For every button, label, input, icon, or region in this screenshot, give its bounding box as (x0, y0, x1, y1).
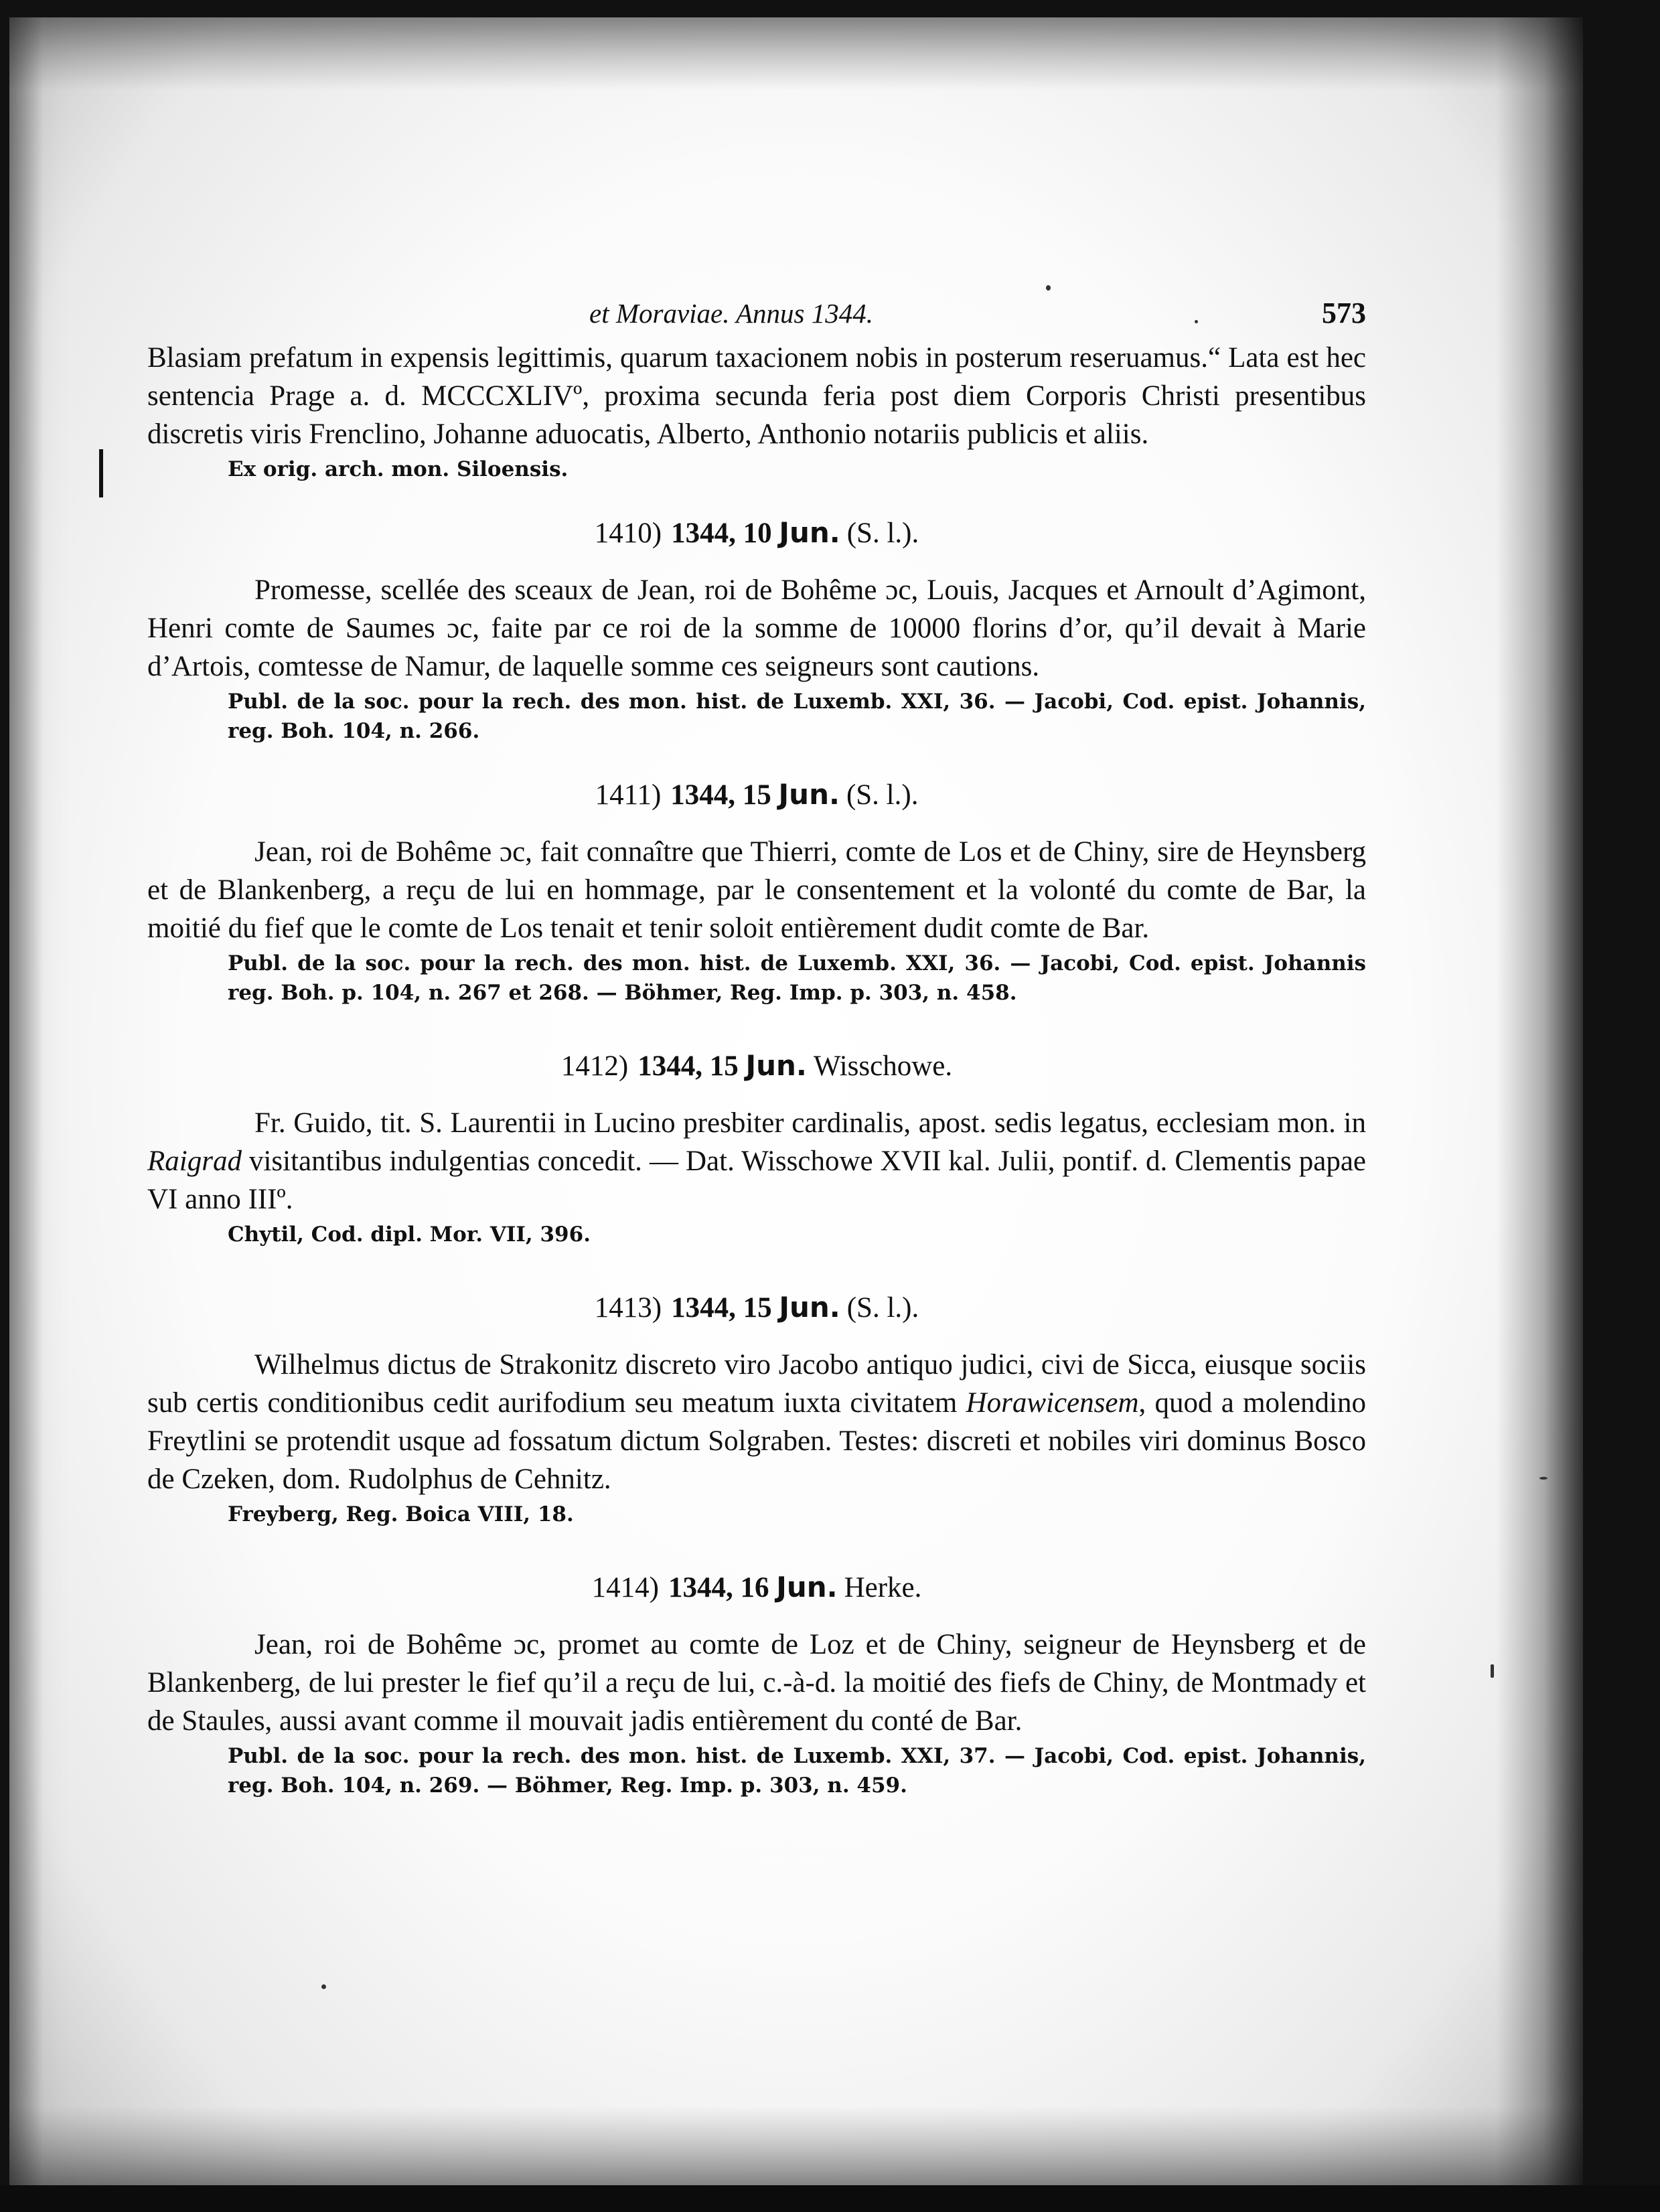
intro-paragraph: Blasiam prefatum in expensis legittimis, quarum taxacionem nobis in posterum reseruamus.“ Lata est hec sentencia Prage a. d. MCCCXLIVº, proxima secunda feria post diem Corporis Christi presentibus discretis viris Frenclino, Johanne aduocatis, Alberto, Anthonio notariis publicis et aliis. (147, 342, 1366, 450)
entry-text: Jean, roi de Bohême ɔc, promet au comte de Loz et de Chiny, seigneur de Heynsberg et de Blankenberg, de lui prester le fief qu’il a reçu de lui, c.-à-d. la moitié des fiefs de Chiny, de Montmady et de Staules, aussi avant comme il mouvait jadis entièrement du conté de Bar. (147, 1629, 1366, 1737)
entry-heading (147, 514, 1366, 552)
entry-source: Freyberg, Reg. Boica VIII, 18. (228, 1502, 574, 1526)
entry-date: 1344, 15 (637, 1050, 739, 1082)
entry-heading (147, 775, 1366, 814)
intro-source: Ex orig. arch. mon. Siloensis. (228, 457, 569, 481)
entry-source: Publ. de la soc. pour la rech. des mon. hist. de Luxemb. XXI, 36. — Jacobi, Cod. epist. Johannis, reg. Boh. 104, n. 266. (228, 690, 1366, 743)
entry-place: (S. l.). (846, 518, 919, 549)
entry-text: Promesse, scellée des sceaux de Jean, roi de Bohême ɔc, Louis, Jacques et Arnoult d’Agimont, Henri comte de Saumes ɔc, faite par ce roi de la somme de 10000 florins d’or, qu’il devait à Marie d’Artois, comtesse de Namur, de laquelle somme ces seigneurs sont cautions. (147, 574, 1366, 682)
running-head (147, 292, 1366, 339)
speck (1491, 1664, 1494, 1678)
entry-text: Jean, roi de Bohême ɔc, fait connaître que Thierri, comte de Los et de Chiny, sire de Heynsberg et de Blankenberg, a reçu de lui en hommage, par le consentement et la volonté du comte de Bar, la moitié du fief que le comte de Los tenait et tenir soloit entièrement dudit comte de Bar. (147, 836, 1366, 944)
entry-number: 1410) (594, 518, 662, 549)
entry-place: (S. l.). (846, 779, 919, 811)
entry-month: Jun. (779, 1291, 840, 1324)
entry-source: Publ. de la soc. pour la rech. des mon. hist. de Luxemb. XXI, 37. — Jacobi, Cod. epist. Johannis, reg. Boh. 104, n. 269. — Böhmer, Reg. Imp. p. 303, n. 459. (228, 1744, 1366, 1798)
entry-number: 1412) (560, 1050, 629, 1082)
entry-date: 1344, 15 (671, 1292, 772, 1324)
speck (1046, 285, 1051, 291)
entry-date: 1344, 16 (668, 1572, 769, 1603)
entry-source: Publ. de la soc. pour la rech. des mon. hist. de Luxemb. XXI, 36. — Jacobi, Cod. epist. Johannis reg. Boh. p. 104, n. 267 et 268. — Böhmer, Reg. Imp. p. 303, n. 458. (228, 951, 1366, 1005)
scan-shadow-top (9, 17, 1583, 91)
entry-text-italic: Raigrad (147, 1146, 242, 1177)
entry-month: Jun. (779, 516, 840, 549)
entry-place: Herke. (844, 1572, 922, 1603)
scan-border (0, 2185, 1660, 2212)
entry-place: Wisschowe. (813, 1050, 953, 1082)
entry-date: 1344, 15 (670, 779, 771, 811)
entry-number: 1414) (591, 1572, 659, 1603)
entry-month: Jun. (745, 1049, 807, 1082)
scan-shadow-right (1496, 17, 1583, 2187)
entry-text-part: Fr. Guido, tit. S. Laurentii in Lucino presbiter cardinalis, apost. sedis legatus, ecclesiam mon. in (254, 1107, 1366, 1139)
speck (321, 1984, 326, 1989)
entry-month: Jun. (776, 1571, 838, 1603)
entry-source: Chytil, Cod. dipl. Mor. VII, 396. (228, 1222, 591, 1247)
entry-number: 1411) (595, 779, 662, 811)
running-title: et Moraviae. Annus 1344. (589, 298, 873, 329)
entry-date: 1344, 10 (671, 518, 772, 549)
entry-place: (S. l.). (846, 1292, 919, 1324)
entry-heading (147, 1568, 1366, 1607)
page-number: 573 (1322, 297, 1366, 329)
speck (1539, 1477, 1548, 1480)
entry-text-part: visitantibus indulgentias concedit. — Dat. Wisschowe XVII kal. Julii, pontif. d. Clementis papae VI anno IIIº. (147, 1146, 1366, 1215)
text-block (147, 292, 1366, 1800)
entry-text (147, 1346, 1366, 1498)
entry-text-italic: Horawicensem (966, 1387, 1139, 1419)
scanned-page (9, 17, 1583, 2187)
entry-text (147, 1104, 1366, 1218)
entry-heading (147, 1046, 1366, 1085)
entry-text-part: , quod a molendino Freytlini se protendit usque ad fossatum dictum Solgraben. Testes: discreti et nobiles viri dominus Bosco de Czeken, dom. Rudolphus de Cehnitz. (147, 1387, 1366, 1495)
entry-text-part: Wilhelmus dictus de Strakonitz discreto viro Jacobo antiquo judici, civi de Sicca, eiusque sociis sub certis conditionibus cedit aurifodium seu meatum iuxta civitatem (147, 1349, 1366, 1419)
entry-month: Jun. (778, 778, 840, 811)
scan-shadow-bottom (9, 2106, 1583, 2187)
entry-number: 1413) (594, 1292, 662, 1324)
margin-line (99, 449, 103, 497)
entry-heading (147, 1288, 1366, 1327)
scan-shadow-left (9, 17, 43, 2187)
